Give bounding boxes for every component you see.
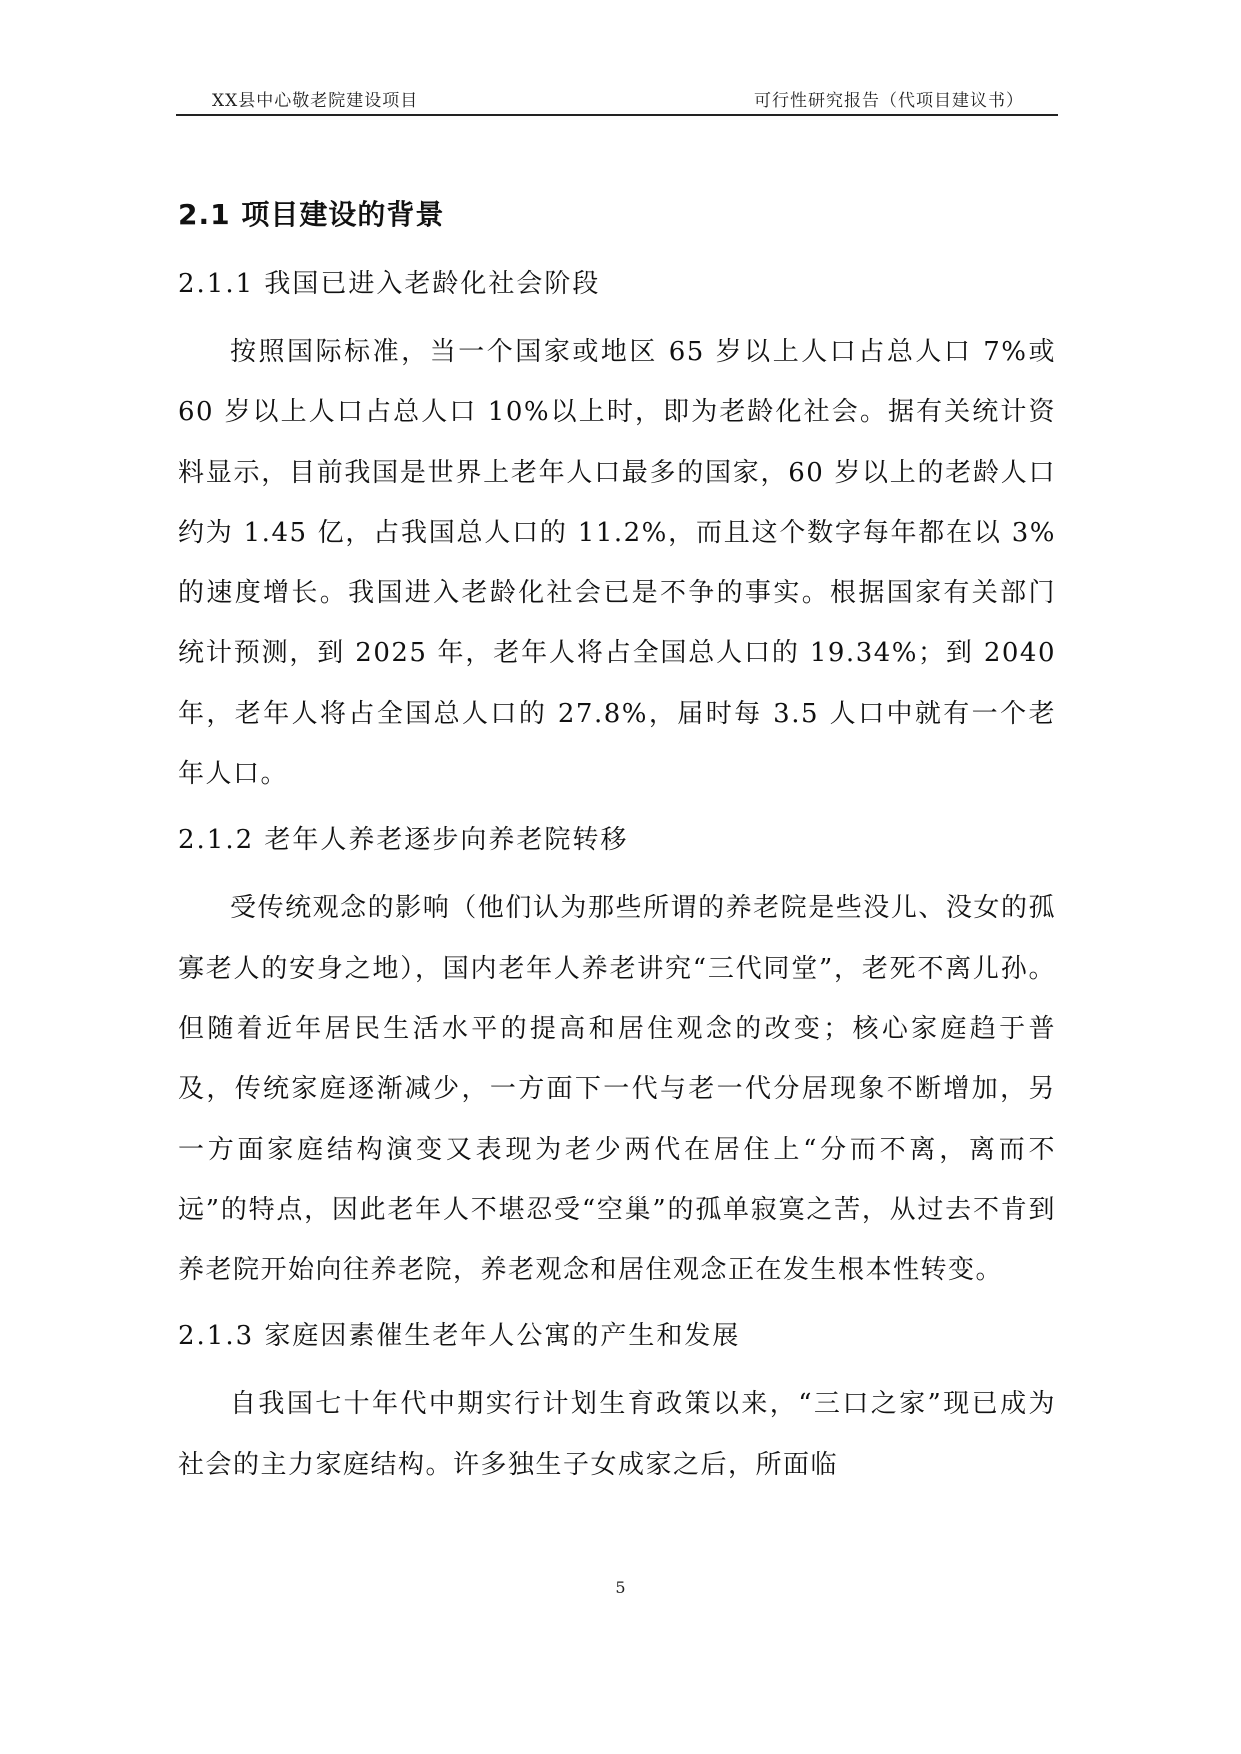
subsection-title-family-factors: 2.1.3 家庭因素催生老年人公寓的产生和发展 [178,1321,741,1352]
header-divider [176,114,1058,116]
header-project-name: XX县中心敬老院建设项目 [212,91,419,111]
paragraph-aging-society: 按照国际标准，当一个国家或地区 65 岁以上人口占总人口 7%或 60 岁以上人口占总人口 10%以上时，即为老龄化社会。据有关统计资料显示，目前我国是世界上老年人口最多的国家，60 岁以上的老龄人口约为 1.45 亿，占我国总人口的 11.2%，而且这个数字每年都在以 3%的速度增长。我国进入老龄化社会已是不争的事实。根据国家有关部门统计预测，到 2025 年，老年人将占全国总人口的 19.34%；到 2040 年，老年人将占全国总人口的 27.8%，届时每 3.5 人口中就有一个老年人口。 [178,337,1056,790]
page-header [176,86,1058,114]
subsection-title-aging-society: 2.1.1 我国已进入老龄化社会阶段 [178,269,601,299]
document-body [178,190,1056,1509]
paragraph-nursing-home-shift: 受传统观念的影响（他们认为那些所谓的养老院是些没儿、没女的孤寡老人的安身之地），国内老年人养老讲究“三代同堂”，老死不离儿孙。但随着近年居民生活水平的提高和居住观念的改变；核心家庭趋于普及，传统家庭逐渐减少，一方面下一代与老一代分居现象不断增加，另一方面家庭结构演变又表现为老少两代在居住上“分而不离，离而不远”的特点，因此老年人不堪忍受“空巢”的孤单寂寞之苦，从过去不肯到养老院开始向往养老院，养老观念和居住观念正在发生根本性转变。 [178,893,1056,1286]
subsection-title-nursing-home-shift: 2.1.2 老年人养老逐步向养老院转移 [178,825,629,856]
page-number: 5 [615,1578,626,1597]
paragraph-family-factors: 自我国七十年代中期实行计划生育政策以来，“三口之家”现已成为社会的主力家庭结构。许多独生子女成家之后，所面临 [178,1389,1056,1480]
header-report-type: 可行性研究报告（代项目建议书） [754,91,1024,111]
section-title: 2.1 项目建设的背景 [178,198,445,231]
